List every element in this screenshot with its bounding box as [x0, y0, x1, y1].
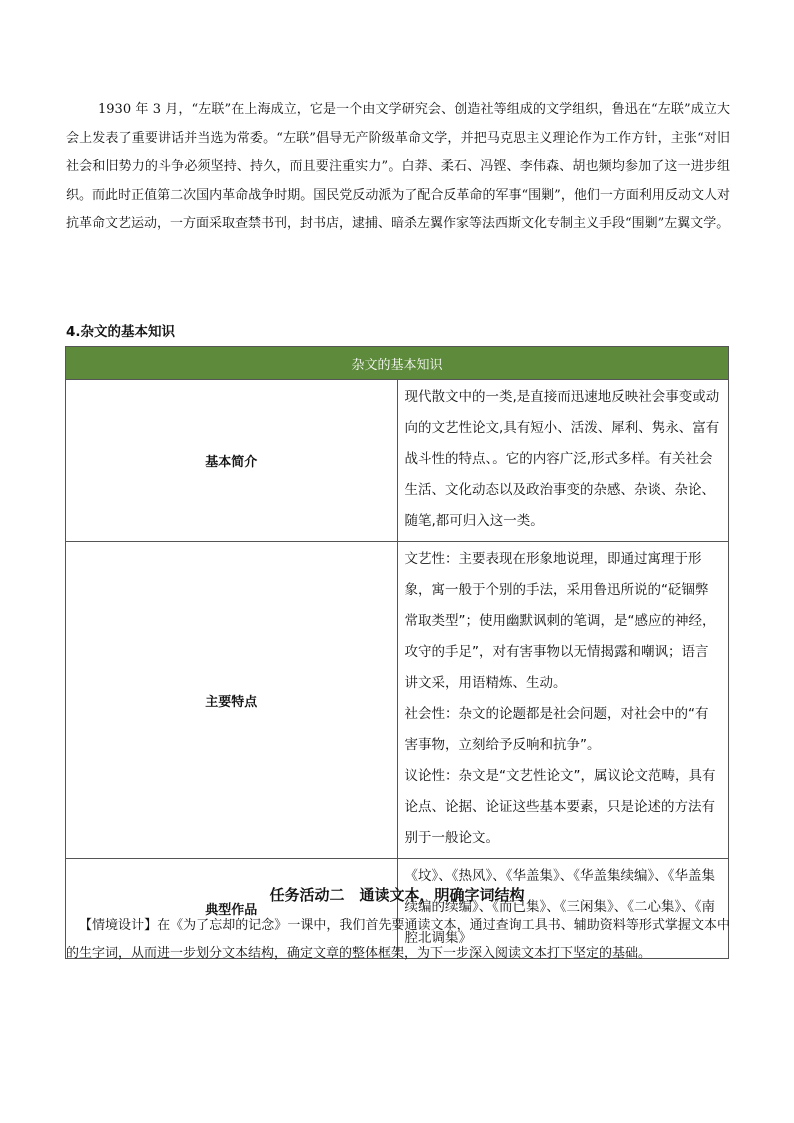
- row-paragraph: 《坟》、《热风》、《华盖集》、《华盖集续编》、《华盖集续编的续编》、《而已集》、《三闲集》、《二心集》、《南腔北调集》: [404, 868, 715, 946]
- row-paragraph: 现代散文中的一类,是直接而迅速地反映社会事变或动向的文艺性论文,具有短小、活泼、犀利、隽永、富有战斗性的特点、。它的内容广泛,形式多样。有关社会生活、文化动态以及政治事变的杂感、杂谈、杂论、随笔,都可归入这一类。: [404, 389, 720, 529]
- row-paragraph: 文艺性：主要表现在形象地说理，即通过寓理于形象，寓一般于个别的手法，采用鲁迅所说的“砭锢弊常取类型”；使用幽默讽刺的笔调，是“感应的神经，攻守的手足”，对有害事物以无情揭露和嘲讽；语言讲文采，用语精炼、生动。: [404, 551, 716, 691]
- table-row: [66, 380, 729, 542]
- row-paragraph: 议论性：杂文是“文艺性论文”，属议论文范畴，具有论点、论据、论证这些基本要素，只是论述的方法有别于一般论文。: [404, 768, 716, 846]
- row-label-typical-works: 典型作品: [66, 859, 398, 959]
- scenario-paragraph: 【情境设计】在《为了忘却的记念》一课中，我们首先要通读文本，通过查询工具书、辅助资料等形式掌握文本中的生字词，从而进一步划分文本结构，确定文章的整体框架，为下一步深入阅读文本打下坚定的基础。: [66, 918, 730, 961]
- section-heading: 4.杂文的基本知识: [66, 324, 176, 340]
- knowledge-table: [65, 346, 729, 959]
- row-paragraph: 社会性：杂文的论题都是社会问题，对社会中的“有害事物，立刻给予反响和抗争”。: [404, 706, 709, 753]
- table-row: [66, 542, 729, 859]
- row-label-basic-intro: 基本简介: [66, 380, 398, 542]
- task-heading: 任务活动二 通读文本，明确字词结构: [269, 886, 525, 904]
- table-header: 杂文的基本知识: [66, 347, 729, 380]
- row-content-main-features: [397, 542, 729, 859]
- intro-paragraph: 1930 年 3 月，“左联”在上海成立，它是一个由文学研究会、创造社等组成的文学组织，鲁迅在“左联”成立大会上发表了重要讲话并当选为常委。“左联”倡导无产阶级革命文学，并把马克思主义理论作为工作方针，主张“对旧社会和旧势力的斗争必须坚持、持久，而且要注重实力”。白莽、柔石、冯铿、李伟森、胡也频均参加了这一进步组织。而此时正值第二次国内革命战争时期。国民党反动派为了配合反革命的军事“围剿”，他们一方面利用反动文人对抗革命文艺运动，一方面采取查禁书刊，封书店，逮捕、暗杀左翼作家等法西斯文化专制主义手段“围剿”左翼文学。: [66, 102, 730, 231]
- row-label-main-features: 主要特点: [66, 542, 398, 859]
- row-content-basic-intro: [397, 380, 729, 542]
